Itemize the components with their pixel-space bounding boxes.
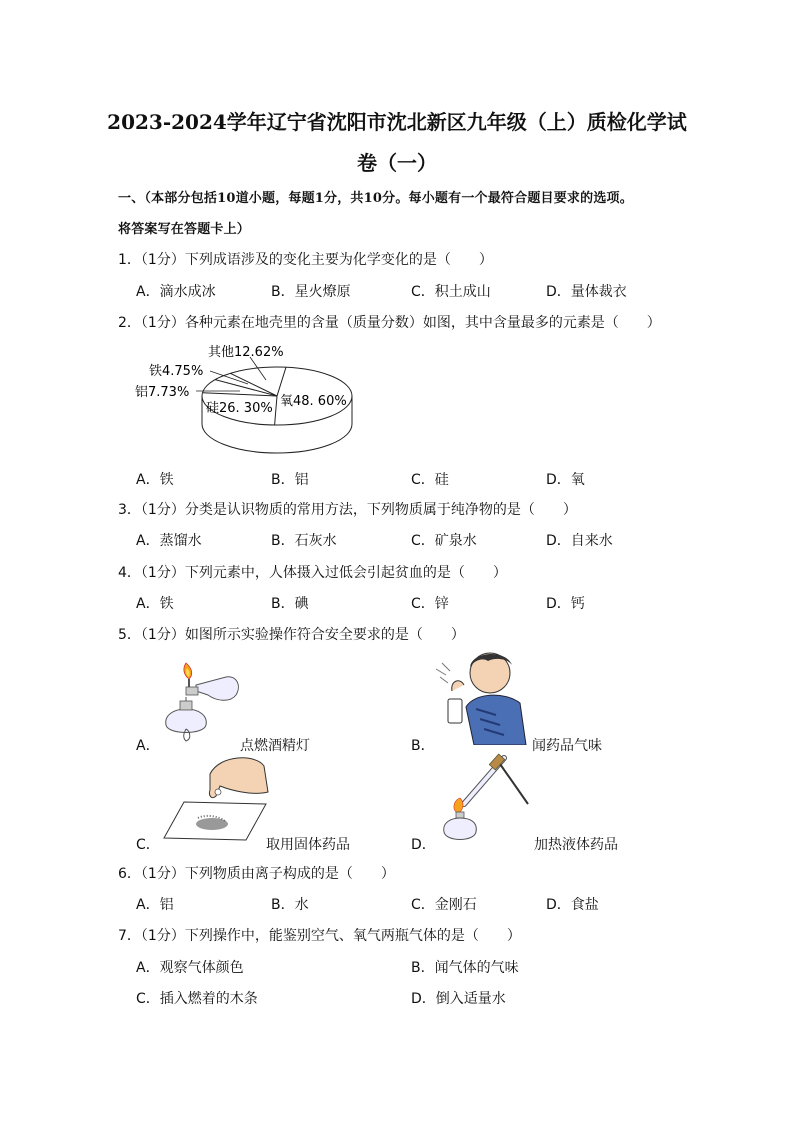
q7-option-c[interactable]: C．插入燃着的木条 [136,991,258,1007]
q2-option-d[interactable]: D．氧 [546,472,585,488]
q3-option-d[interactable]: D．自来水 [546,533,613,549]
smelling-reagent-image [430,647,532,745]
q5-option-c[interactable]: C． [136,837,160,853]
question-5-stem: 5．（1分）如图所示实验操作符合安全要求的是（ ） [118,627,465,643]
page-title-line1: 2023-2024学年辽宁省沈阳市沈北新区九年级（上）质检化学试 [107,110,687,134]
q4-option-d[interactable]: D．钙 [546,596,585,612]
q5-caption-b: 闻药品气味 [532,738,602,754]
question-1-stem: 1．（1分）下列成语涉及的变化主要为化学变化的是（ ） [118,252,493,268]
taking-solid-reagent-image [160,752,270,844]
question-2-stem: 2．（1分）各种元素在地壳里的含量（质量分数）如图，其中含量最多的元素是（ ） [118,315,661,331]
q2-option-c[interactable]: C．硅 [411,472,449,488]
question-3-stem: 3．（1分）分类是认识物质的常用方法，下列物质属于纯净物的是（ ） [118,502,577,518]
heating-liquid-image [438,752,534,848]
alcohol-lamp-lighting-image [156,655,242,745]
slice-label-other: 其他12.62% [208,345,284,360]
q5-caption-d: 加热液体药品 [534,837,618,853]
crust-element-pie-chart [130,338,370,468]
q2-option-b[interactable]: B．铝 [271,472,309,488]
q1-option-b[interactable]: B．星火燎原 [271,284,351,300]
q6-option-c[interactable]: C．金刚石 [411,897,477,913]
q6-option-d[interactable]: D．食盐 [546,897,599,913]
question-6-stem: 6．（1分）下列物质由离子构成的是（ ） [118,866,395,882]
q5-option-b[interactable]: B． [411,738,435,754]
q7-option-b[interactable]: B．闻气体的气味 [411,960,519,976]
slice-label-iron: 铁4.75% [149,364,204,379]
question-4-stem: 4．（1分）下列元素中，人体摄入过低会引起贫血的是（ ） [118,565,507,581]
question-7-stem: 7．（1分）下列操作中，能鉴别空气、氧气两瓶气体的是（ ） [118,928,521,944]
slice-label-silicon: 硅26. 30% [206,401,273,416]
q3-option-c[interactable]: C．矿泉水 [411,533,477,549]
q1-option-d[interactable]: D．量体裁衣 [546,284,627,300]
q3-option-b[interactable]: B．石灰水 [271,533,337,549]
q5-option-a[interactable]: A． [136,738,160,754]
q7-option-d[interactable]: D．倒入适量水 [411,991,506,1007]
q4-option-a[interactable]: A．铁 [136,596,174,612]
q5-option-d[interactable]: D． [411,837,436,853]
q6-option-a[interactable]: A．铝 [136,897,174,913]
q1-option-c[interactable]: C．积土成山 [411,284,491,300]
q1-option-a[interactable]: A．滴水成冰 [136,284,216,300]
q2-option-a[interactable]: A．铁 [136,472,174,488]
section-heading-cont: 将答案写在答题卡上） [118,222,251,237]
q3-option-a[interactable]: A．蒸馏水 [136,533,202,549]
section-heading: 一、（本部分包括10道小题，每题1分，共10分。每小题有一个最符合题目要求的选项。 [118,191,633,206]
q7-option-a[interactable]: A．观察气体颜色 [136,960,244,976]
q4-option-b[interactable]: B．碘 [271,596,309,612]
page-title-line2: 卷（一） [357,151,437,175]
q5-caption-c: 取用固体药品 [266,837,350,853]
q6-option-b[interactable]: B．水 [271,897,309,913]
slice-label-aluminum: 铝7.73% [135,385,190,400]
q4-option-c[interactable]: C．锌 [411,596,449,612]
slice-label-oxygen: 氧48. 60% [280,394,347,409]
q5-caption-a: 点燃酒精灯 [240,738,310,754]
